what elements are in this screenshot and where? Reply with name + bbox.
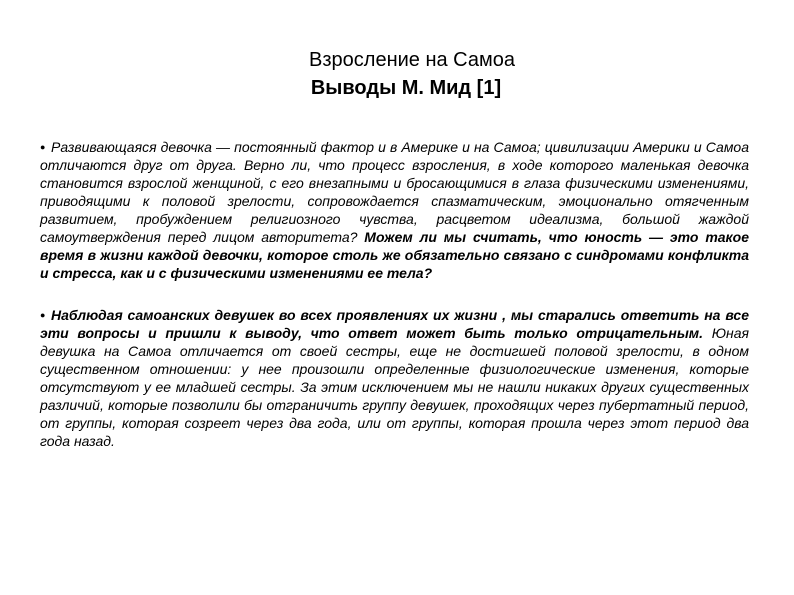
paragraph-1-bold-text: Можем ли мы считать, что юность — это такое время в жизни каждой девочки, которое столь же обязательно связано с синдромами конфликта и стресса, как и с физическими изменениями ее тела? xyxy=(40,229,749,281)
paragraph-2-text: Юная девушка на Самоа отличается от своей сестры, еще не достигшей половой зрелости, в одном существенном отношении: у нее произошли определенные физиологические изменения, которые отсутствуют у ее младшей сестры. За этим исключением мы не нашли никаких других существенных различий, которые позволили бы отграничить группу девушек, проходящих через пубертатный период, от группы, которая созреет через два года, или от группы, которая прошла через этот период два года назад. xyxy=(40,325,749,449)
content-body xyxy=(40,138,749,450)
slide-subtitle: Выводы М. Мид [1] xyxy=(310,77,502,99)
paragraph-2 xyxy=(40,306,749,450)
paragraph-2-bold-text: Наблюдая самоанских девушек во всех проявлениях их жизни , мы старались ответить на все эти вопросы и пришли к выводу, что ответ может быть только отрицательным. xyxy=(40,307,749,341)
bullet-icon: ● xyxy=(40,142,46,152)
title-block xyxy=(0,46,794,102)
paragraph-1 xyxy=(40,138,749,282)
bullet-icon: ● xyxy=(40,310,46,320)
paragraph-1-text: Развивающаяся девочка — постоянный фактор и в Америке и на Самоа; цивилизации Америки и Самоа отличаются друг от друга. Верно ли, что процесс взросления, в ходе которого маленькая девочка становится взрослой женщиной, с его внезапными и бросающимися в глаза физическими изменениями, приводящими к половой зрелости, сопровождается спазматическим, эмоционально отягченным развитием, пробуждением религиозного чувства, расцветом идеализма, большой жаждой самоутверждения перед лицом авторитета? xyxy=(40,139,749,245)
slide-title: Взросление на Самоа xyxy=(309,49,515,71)
